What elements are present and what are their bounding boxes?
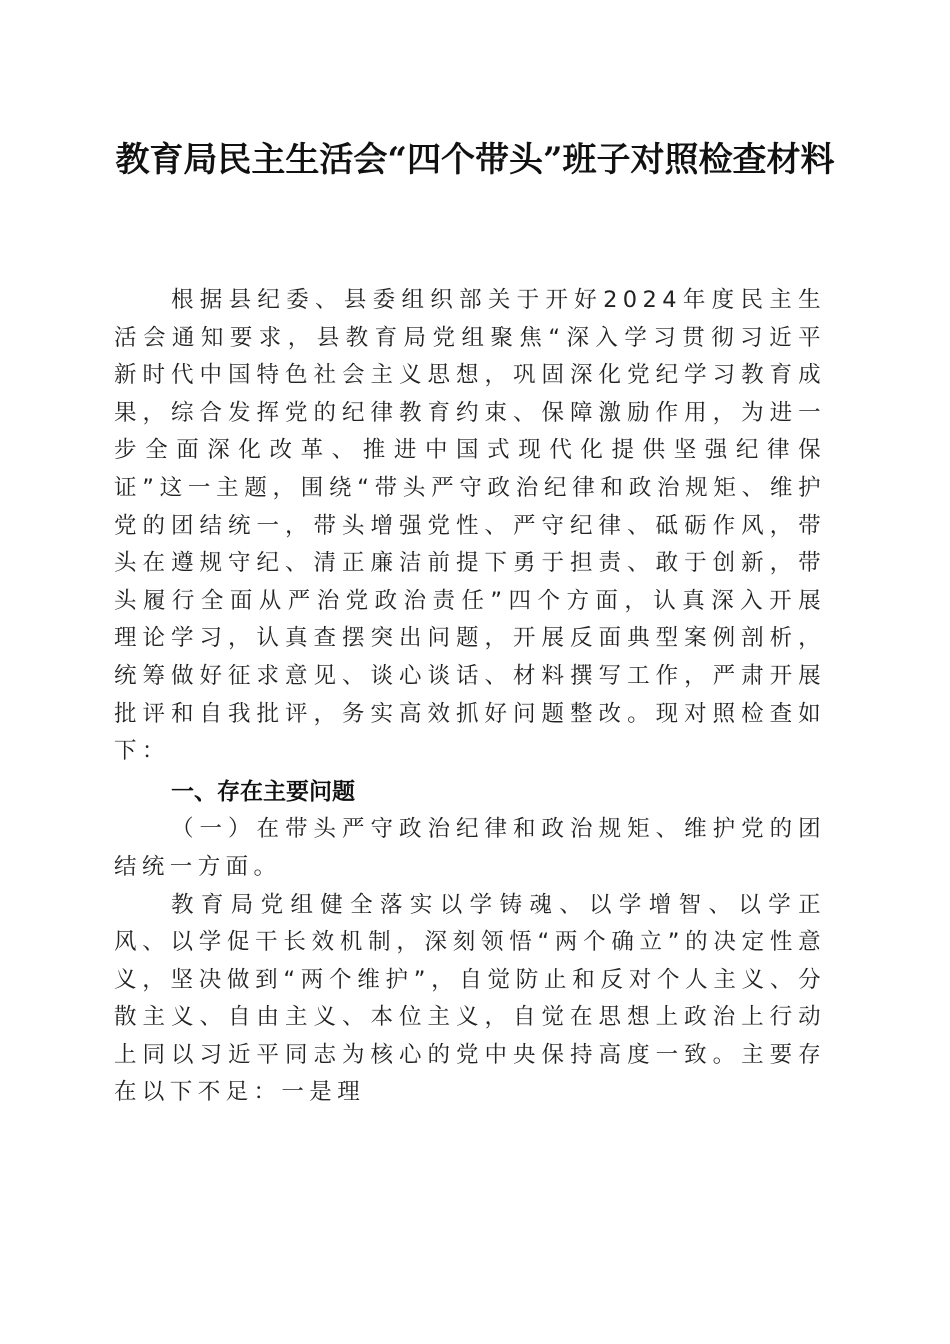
document-body	[114, 282, 826, 1112]
intro-paragraph: 根据县纪委、县委组织部关于开好2024年度民主生活会通知要求，县教育局党组聚焦“深入学习贯彻习近平新时代中国特色社会主义思想，巩固深化党纪学习教育成果，综合发挥党的纪律教育约束、保障激励作用，为进一步全面深化改革、推进中国式现代化提供坚强纪律保证”这一主题，围绕“带头严守政治纪律和政治规矩、维护党的团结统一，带头增强党性、严守纪律、砥砺作风，带头在遵规守纪、清正廉洁前提下勇于担责、敢于创新，带头履行全面从严治党政治责任”四个方面，认真深入开展理论学习，认真查摆突出问题，开展反面典型案例剖析，统筹做好征求意见、谈心谈话、材料撰写工作，严肃开展批评和自我批评，务实高效抓好问题整改。现对照检查如下：	[114, 287, 826, 765]
subsection-heading: （一）在带头严守政治纪律和政治规矩、维护党的团结统一方面。	[114, 816, 826, 880]
subsection-body-paragraph: 教育局党组健全落实以学铸魂、以学增智、以学正风、以学促干长效机制，深刻领悟“两个确立”的决定性意义，坚决做到“两个维护”，自觉防止和反对个人主义、分散主义、自由主义、本位主义，自觉在思想上政治上行动上同以习近平同志为核心的党中央保持高度一致。主要存在以下不足：一是理	[114, 891, 826, 1106]
section-heading: 一、存在主要问题	[171, 778, 355, 805]
document-title: 教育局民主生活会“四个带头”班子对照检查材料	[115, 140, 835, 180]
